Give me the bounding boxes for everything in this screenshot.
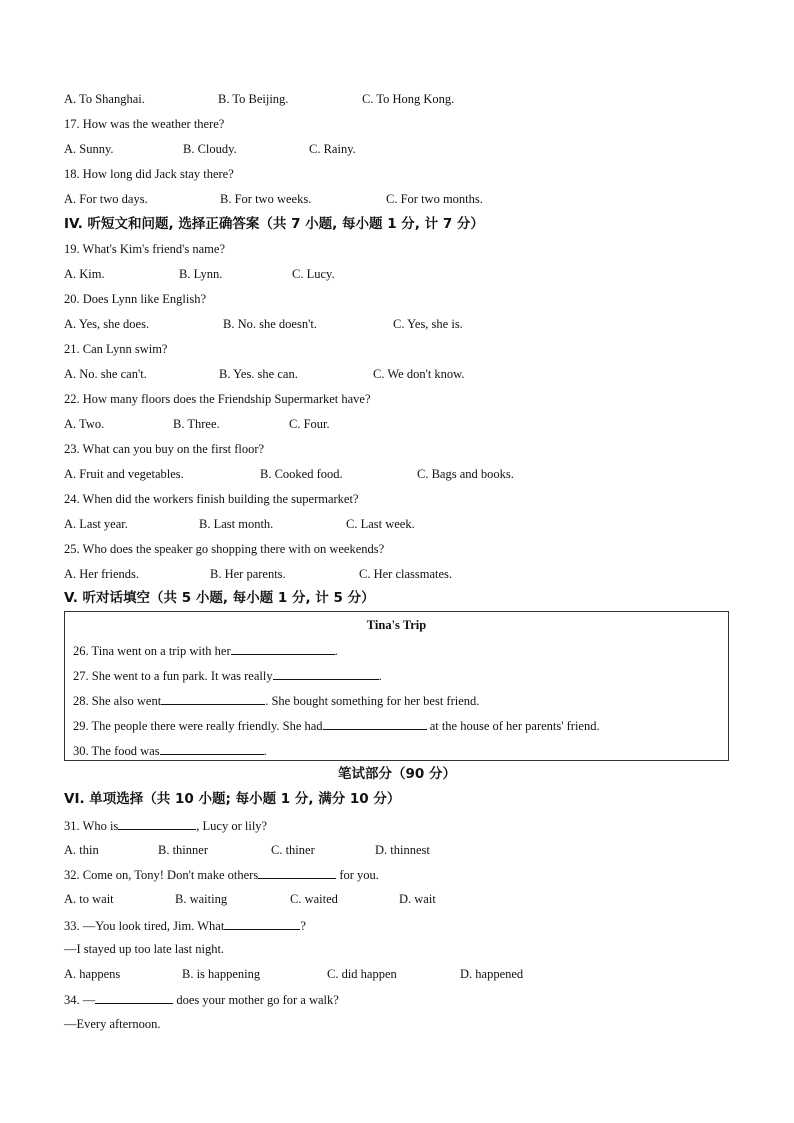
section-6-header: VI. 单项选择（共 10 小题; 每小题 1 分, 满分 10 分） [64, 791, 401, 807]
q19-stem: 19. What's Kim's friend's name? [64, 242, 226, 256]
q32-option-d: D. wait [399, 892, 436, 906]
q28-text: 28. She also went [73, 694, 162, 708]
q32-post: for you. [336, 868, 379, 882]
q22-option-a: A. Two. [64, 417, 105, 431]
q32-blank[interactable] [258, 866, 336, 879]
q29-blank[interactable] [323, 717, 427, 730]
q20-option-a: A. Yes, she does. [64, 317, 150, 331]
q24-option-c: C. Last week. [346, 517, 415, 531]
q31-option-a: A. thin [64, 843, 99, 857]
q20-option-b: B. No. she doesn't. [223, 317, 317, 331]
q26-post: . [334, 644, 338, 658]
q17-option-c: C. Rainy. [309, 142, 356, 156]
q18-stem: 18. How long did Jack stay there? [64, 167, 234, 181]
q33-option-c: C. did happen [327, 967, 397, 981]
q25-stem: 25. Who does the speaker go shopping there with on weekends? [64, 542, 385, 556]
q28-line [73, 692, 479, 709]
q33-option-d: D. happened [460, 967, 524, 981]
q31-blank[interactable] [118, 817, 196, 830]
q33-option-a: A. happens [64, 967, 121, 981]
q18-option-a: A. For two days. [64, 192, 148, 206]
q25-option-a: A. Her friends. [64, 567, 139, 581]
q21-option-a: A. No. she can't. [64, 367, 147, 381]
q23-option-b: B. Cooked food. [260, 467, 343, 481]
q21-option-c: C. We don't know. [373, 367, 465, 381]
q31-option-d: D. thinnest [375, 843, 430, 857]
q25-option-b: B. Her parents. [210, 567, 286, 581]
q33-blank[interactable] [224, 917, 300, 930]
q33-option-b: B. is happening [182, 967, 261, 981]
q26-blank[interactable] [231, 642, 335, 655]
q30-line [73, 742, 267, 759]
q31-option-b: B. thinner [158, 843, 208, 857]
q31-text: 31. Who is [64, 819, 119, 833]
q34-post: does your mother go for a walk? [173, 993, 339, 1007]
q34-blank[interactable] [95, 991, 173, 1004]
q20-stem: 20. Does Lynn like English? [64, 292, 206, 306]
q33-reply: —I stayed up too late last night. [64, 942, 225, 956]
q32-option-b: B. waiting [175, 892, 228, 906]
q23-option-c: C. Bags and books. [417, 467, 514, 481]
q21-stem: 21. Can Lynn swim? [64, 342, 168, 356]
q24-stem: 24. When did the workers finish building the supermarket? [64, 492, 359, 506]
q17-stem: 17. How was the weather there? [64, 117, 225, 131]
q19-option-c: C. Lucy. [292, 267, 335, 281]
q34-text: 34. — [64, 993, 96, 1007]
section-5-header: V. 听对话填空（共 5 小题, 每小题 1 分, 计 5 分） [64, 590, 375, 606]
q21-option-b: B. Yes. she can. [219, 367, 298, 381]
q16-option-a: A. To Shanghai. [64, 92, 145, 106]
q22-option-b: B. Three. [173, 417, 220, 431]
q31-stem [64, 817, 267, 834]
tinas-trip-box [64, 611, 729, 761]
q31-post: , Lucy or lily? [196, 819, 268, 833]
q16-option-b: B. To Beijing. [218, 92, 289, 106]
q28-blank[interactable] [161, 692, 265, 705]
box-title: Tina's Trip [366, 618, 427, 632]
q33-post: ? [300, 919, 306, 933]
q25-option-c: C. Her classmates. [359, 567, 453, 581]
q16-option-c: C. To Hong Kong. [362, 92, 455, 106]
q24-option-b: B. Last month. [199, 517, 274, 531]
q30-post: . [263, 744, 267, 758]
q30-text: 30. The food was [73, 744, 160, 758]
q29-text: 29. The people there were really friendly. She had [73, 719, 323, 733]
q26-text: 26. Tina went on a trip with her [73, 644, 231, 658]
q28-post: . She bought something for her best friend. [265, 694, 480, 708]
q34-stem [64, 991, 339, 1008]
written-part-header: 笔试部分（90 分） [338, 766, 456, 782]
q29-line [73, 717, 600, 734]
q32-option-c: C. waited [290, 892, 338, 906]
q19-option-b: B. Lynn. [179, 267, 223, 281]
q23-option-a: A. Fruit and vegetables. [64, 467, 184, 481]
q17-option-a: A. Sunny. [64, 142, 114, 156]
q32-text: 32. Come on, Tony! Don't make others [64, 868, 259, 882]
q18-option-c: C. For two months. [386, 192, 483, 206]
q26-line [73, 642, 338, 659]
q33-stem [64, 917, 306, 934]
q24-option-a: A. Last year. [64, 517, 128, 531]
q19-option-a: A. Kim. [64, 267, 105, 281]
q27-text: 27. She went to a fun park. It was really [73, 669, 273, 683]
q27-blank[interactable] [273, 667, 379, 680]
q22-stem: 22. How many floors does the Friendship Supermarket have? [64, 392, 371, 406]
q23-stem: 23. What can you buy on the first floor? [64, 442, 265, 456]
q30-blank[interactable] [160, 742, 264, 755]
q27-line [73, 667, 382, 684]
q32-option-a: A. to wait [64, 892, 114, 906]
q18-option-b: B. For two weeks. [220, 192, 312, 206]
q34-reply: —Every afternoon. [64, 1017, 161, 1031]
q31-option-c: C. thiner [271, 843, 315, 857]
q29-post: at the house of her parents' friend. [426, 719, 600, 733]
q33-text: 33. —You look tired, Jim. What [64, 919, 225, 933]
q32-stem [64, 866, 379, 883]
q17-option-b: B. Cloudy. [183, 142, 237, 156]
q20-option-c: C. Yes, she is. [393, 317, 463, 331]
section-4-header: IV. 听短文和问题, 选择正确答案（共 7 小题, 每小题 1 分, 计 7 分） [64, 216, 484, 232]
q27-post: . [378, 669, 382, 683]
q22-option-c: C. Four. [289, 417, 330, 431]
